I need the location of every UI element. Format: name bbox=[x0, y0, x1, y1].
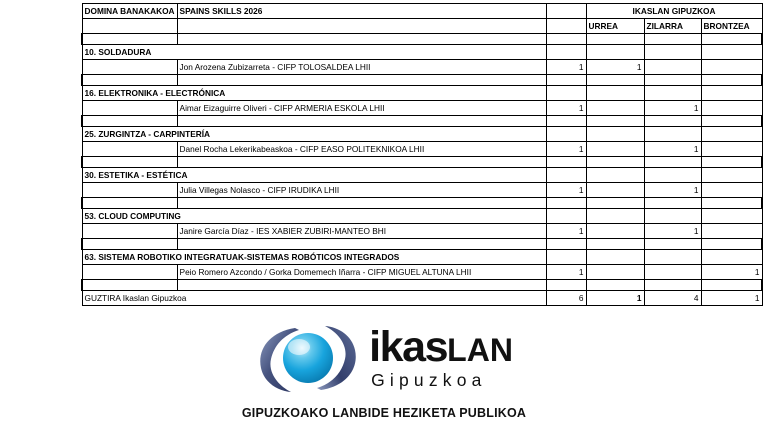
header-code-cell: DOMINA BANAKAKOA bbox=[82, 4, 177, 19]
section-title-row bbox=[82, 86, 762, 101]
athlete-gold-16 bbox=[586, 101, 644, 116]
spacer-cell bbox=[177, 34, 546, 45]
athlete-name-53: Janire García Díaz - IES XABIER ZUBIRI-MANTEO BHI bbox=[177, 224, 546, 239]
athlete-row bbox=[82, 183, 762, 198]
wordmark-sub: Gipuzkoa bbox=[371, 369, 487, 390]
medal-table bbox=[81, 3, 763, 306]
spacer-cell bbox=[701, 75, 762, 86]
spacer-cell bbox=[82, 75, 177, 86]
spacer-cell bbox=[586, 116, 644, 127]
athlete-code-blank-30 bbox=[82, 183, 177, 198]
section-total-blank-10 bbox=[546, 45, 586, 60]
spacer-cell bbox=[546, 75, 586, 86]
ikaslan-logo-block bbox=[0, 322, 768, 420]
totals-total: 6 bbox=[546, 291, 586, 306]
wordmark-top bbox=[369, 322, 513, 371]
athlete-code-blank-53 bbox=[82, 224, 177, 239]
section-title-row bbox=[82, 209, 762, 224]
section-total-blank-63 bbox=[546, 250, 586, 265]
athlete-silver-16: 1 bbox=[644, 101, 701, 116]
wordmark-lan: LAN bbox=[447, 331, 513, 368]
spacer-cell bbox=[546, 239, 586, 250]
spacer-cell bbox=[701, 239, 762, 250]
section-code-10: 10. SOLDADURA bbox=[82, 45, 546, 60]
section-title-row bbox=[82, 250, 762, 265]
spacer-cell bbox=[82, 157, 177, 168]
medal-row-blank-name bbox=[177, 19, 546, 34]
section-silver-blank-30 bbox=[644, 168, 701, 183]
spacer-cell bbox=[644, 116, 701, 127]
section-silver-blank-10 bbox=[644, 45, 701, 60]
section-total-blank-16 bbox=[546, 86, 586, 101]
section-gold-blank-53 bbox=[586, 209, 644, 224]
athlete-name-16: Aimar Eizaguirre Oliveri - CIFP ARMERIA ESKOLA LHII bbox=[177, 101, 546, 116]
orb-svg bbox=[255, 322, 363, 396]
section-code-16: 16. ELEKTRONIKA - ELECTRÓNICA bbox=[82, 86, 546, 101]
section-total-blank-25 bbox=[546, 127, 586, 142]
athlete-total-16: 1 bbox=[546, 101, 586, 116]
spacer-cell bbox=[644, 198, 701, 209]
spacer-cell bbox=[82, 116, 177, 127]
athlete-name-25: Danel Rocha Lekerikabeaskoa - CIFP EASO POLITEKNIKOA LHII bbox=[177, 142, 546, 157]
athlete-gold-53 bbox=[586, 224, 644, 239]
section-code-30: 30. ESTETIKA - ESTÉTICA bbox=[82, 168, 546, 183]
athlete-code-blank-63 bbox=[82, 265, 177, 280]
athlete-gold-10: 1 bbox=[586, 60, 644, 75]
section-title-row bbox=[82, 127, 762, 142]
athlete-silver-63 bbox=[644, 265, 701, 280]
section-gold-blank-25 bbox=[586, 127, 644, 142]
spacer-cell bbox=[701, 116, 762, 127]
spacer-cell bbox=[82, 198, 177, 209]
section-gold-blank-10 bbox=[586, 45, 644, 60]
athlete-bronze-30 bbox=[701, 183, 762, 198]
section-gold-blank-16 bbox=[586, 86, 644, 101]
spacer-cell bbox=[546, 157, 586, 168]
spacer-cell bbox=[701, 157, 762, 168]
spacer-cell bbox=[701, 34, 762, 45]
spacer-cell bbox=[546, 280, 586, 291]
section-gold-blank-63 bbox=[586, 250, 644, 265]
spacer-row bbox=[82, 239, 762, 250]
athlete-bronze-53 bbox=[701, 224, 762, 239]
spacer-cell bbox=[644, 34, 701, 45]
athlete-code-blank-25 bbox=[82, 142, 177, 157]
spacer-cell bbox=[177, 198, 546, 209]
athlete-silver-10 bbox=[644, 60, 701, 75]
medal-header-bronze: BRONTZEA bbox=[701, 19, 762, 34]
section-gold-blank-30 bbox=[586, 168, 644, 183]
section-silver-blank-25 bbox=[644, 127, 701, 142]
spacer-cell bbox=[177, 280, 546, 291]
spacer-cell bbox=[586, 75, 644, 86]
athlete-silver-53: 1 bbox=[644, 224, 701, 239]
spacer-row bbox=[82, 198, 762, 209]
section-bronze-blank-30 bbox=[701, 168, 762, 183]
spacer-cell bbox=[177, 239, 546, 250]
totals-label: GUZTIRA Ikaslan Gipuzkoa bbox=[82, 291, 546, 306]
header-group-cell: IKASLAN GIPUZKOA bbox=[586, 4, 762, 19]
wordmark-s: s bbox=[424, 322, 448, 371]
spacer-cell bbox=[586, 198, 644, 209]
spacer-cell bbox=[177, 116, 546, 127]
athlete-name-10: Jon Arozena Zubizarreta - CIFP TOLOSALDEA LHII bbox=[177, 60, 546, 75]
athlete-total-30: 1 bbox=[546, 183, 586, 198]
athlete-bronze-16 bbox=[701, 101, 762, 116]
section-bronze-blank-16 bbox=[701, 86, 762, 101]
spacer-cell bbox=[701, 198, 762, 209]
medal-label-row bbox=[82, 19, 762, 34]
athlete-name-63: Peio Romero Azcondo / Gorka Domemech Iñarra - CIFP MIGUEL ALTUNA LHII bbox=[177, 265, 546, 280]
athlete-row bbox=[82, 142, 762, 157]
athlete-gold-63 bbox=[586, 265, 644, 280]
wordmark-ika: ika bbox=[369, 322, 425, 371]
spacer-row bbox=[82, 280, 762, 291]
spacer-cell bbox=[644, 280, 701, 291]
athlete-total-63: 1 bbox=[546, 265, 586, 280]
athlete-silver-25: 1 bbox=[644, 142, 701, 157]
section-total-blank-53 bbox=[546, 209, 586, 224]
logo-row bbox=[255, 322, 513, 396]
spacer-cell bbox=[546, 34, 586, 45]
spacer-cell bbox=[546, 198, 586, 209]
header-title-cell: SPAINS SKILLS 2026 bbox=[177, 4, 546, 19]
spacer-cell bbox=[177, 75, 546, 86]
section-silver-blank-16 bbox=[644, 86, 701, 101]
spacer-cell bbox=[644, 157, 701, 168]
section-code-25: 25. ZURGINTZA - CARPINTERÍA bbox=[82, 127, 546, 142]
section-total-blank-30 bbox=[546, 168, 586, 183]
athlete-gold-30 bbox=[586, 183, 644, 198]
totals-bronze: 1 bbox=[701, 291, 762, 306]
section-bronze-blank-10 bbox=[701, 45, 762, 60]
spacer-row bbox=[82, 157, 762, 168]
spacer-cell bbox=[586, 34, 644, 45]
section-title-row bbox=[82, 168, 762, 183]
medal-header-silver: ZILARRA bbox=[644, 19, 701, 34]
spacer-cell bbox=[82, 34, 177, 45]
spacer-cell bbox=[546, 116, 586, 127]
spacer-cell bbox=[82, 280, 177, 291]
section-code-63: 63. SISTEMA ROBOTIKO INTEGRATUAK-SISTEMAS ROBÓTICOS INTEGRADOS bbox=[82, 250, 546, 265]
athlete-total-53: 1 bbox=[546, 224, 586, 239]
spacer-row bbox=[82, 75, 762, 86]
athlete-row bbox=[82, 265, 762, 280]
athlete-bronze-63: 1 bbox=[701, 265, 762, 280]
table-header-row bbox=[82, 4, 762, 19]
athlete-row bbox=[82, 224, 762, 239]
athlete-silver-30: 1 bbox=[644, 183, 701, 198]
totals-silver: 4 bbox=[644, 291, 701, 306]
medal-header-gold: URREA bbox=[586, 19, 644, 34]
spacer-cell bbox=[82, 239, 177, 250]
section-silver-blank-63 bbox=[644, 250, 701, 265]
athlete-name-30: Julia Villegas Nolasco - CIFP IRUDIKA LHII bbox=[177, 183, 546, 198]
spacer-row bbox=[82, 116, 762, 127]
athlete-code-blank-16 bbox=[82, 101, 177, 116]
athlete-row bbox=[82, 101, 762, 116]
spacer-cell bbox=[644, 239, 701, 250]
spacer-cell bbox=[586, 157, 644, 168]
athlete-code-blank-10 bbox=[82, 60, 177, 75]
logo-tagline: GIPUZKOAKO LANBIDE HEZIKETA PUBLIKOA bbox=[241, 406, 527, 420]
spacer-row bbox=[82, 34, 762, 45]
athlete-bronze-25 bbox=[701, 142, 762, 157]
athlete-bronze-10 bbox=[701, 60, 762, 75]
ikaslan-wordmark bbox=[369, 322, 513, 391]
spacer-cell bbox=[586, 280, 644, 291]
athlete-row bbox=[82, 60, 762, 75]
athlete-total-10: 1 bbox=[546, 60, 586, 75]
spacer-cell bbox=[586, 239, 644, 250]
athlete-gold-25 bbox=[586, 142, 644, 157]
medal-row-blank-code bbox=[82, 19, 177, 34]
totals-row bbox=[82, 291, 762, 306]
section-silver-blank-53 bbox=[644, 209, 701, 224]
section-code-53: 53. CLOUD COMPUTING bbox=[82, 209, 546, 224]
totals-gold: 1 bbox=[586, 291, 644, 306]
medal-row-blank-total bbox=[546, 19, 586, 34]
spacer-cell bbox=[177, 157, 546, 168]
section-bronze-blank-53 bbox=[701, 209, 762, 224]
header-spacer-cell bbox=[546, 4, 586, 19]
section-bronze-blank-63 bbox=[701, 250, 762, 265]
spacer-cell bbox=[701, 280, 762, 291]
section-bronze-blank-25 bbox=[701, 127, 762, 142]
athlete-total-25: 1 bbox=[546, 142, 586, 157]
section-title-row bbox=[82, 45, 762, 60]
ikaslan-orb-icon bbox=[255, 322, 363, 396]
spacer-cell bbox=[644, 75, 701, 86]
